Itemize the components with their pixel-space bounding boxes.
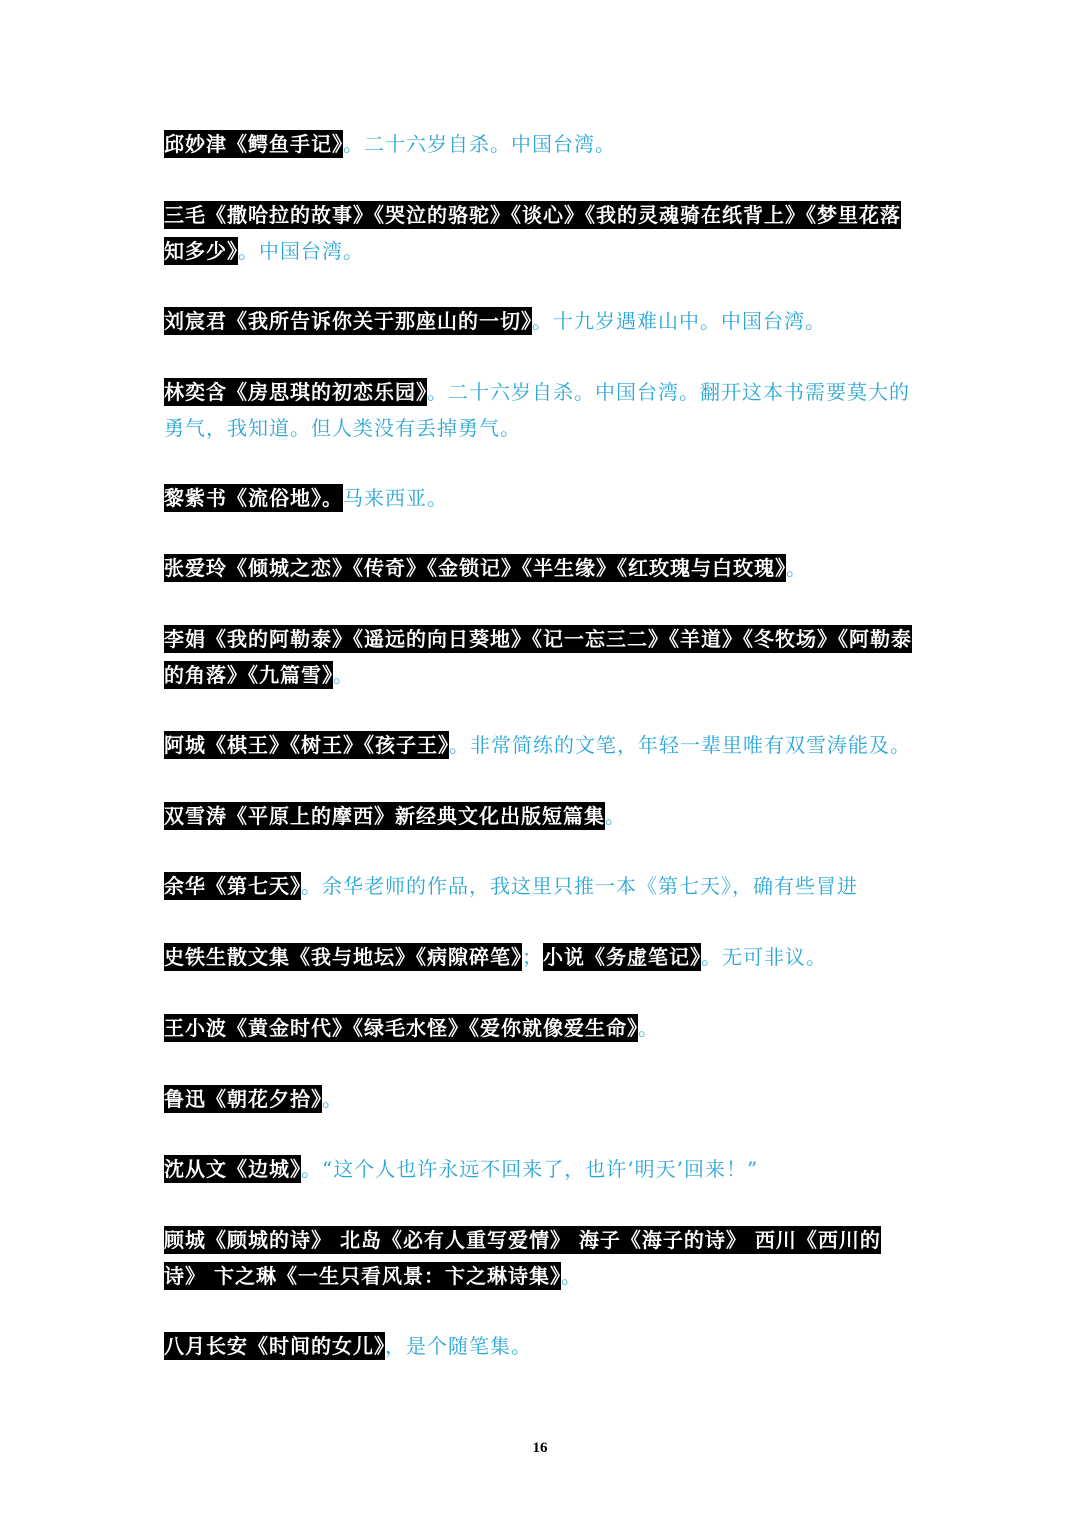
- book-title-highlight: 史铁生散文集《我与地坛》《病隙碎笔》: [164, 945, 522, 969]
- book-title-highlight: 邱妙津《鳄鱼手记》: [164, 132, 343, 156]
- book-title-highlight: 林奕含《房思琪的初恋乐园》: [164, 380, 427, 404]
- book-note: 。: [605, 804, 626, 828]
- book-note: 。: [786, 556, 807, 580]
- book-note: 。: [560, 1264, 582, 1288]
- book-note: 。十九岁遇难山中。中国台湾。: [532, 309, 826, 333]
- book-title-highlight-novel: 小说《务虚笔记》: [543, 945, 701, 969]
- book-note: 马来西亚。: [343, 486, 448, 510]
- book-entry-lu-xun: [164, 1081, 920, 1117]
- book-title-highlight: 张爱玲《倾城之恋》《传奇》《金锁记》《半生缘》《红玫瑰与白玫瑰》: [164, 556, 786, 580]
- book-entry-liu-chenjun: [164, 303, 920, 339]
- book-entry-zhang-ailing: [164, 550, 920, 586]
- book-title-highlight: 顾城《顾城的诗》 北岛《必有人重写爱情》 海子《海子的诗》 西川《西川的诗》 卞之琳《一生只看风景：卞之琳诗集》: [164, 1228, 881, 1288]
- book-note: ，是个随笔集。: [385, 1334, 532, 1358]
- book-entry-shuang-xuetao: [164, 798, 920, 834]
- book-note: 。非常简练的文笔，年轻一辈里唯有双雪涛能及。: [449, 733, 911, 757]
- book-title-highlight: 鲁迅《朝花夕拾》: [164, 1087, 322, 1111]
- book-entry-li-juan: [164, 621, 920, 693]
- book-title-highlight: 沈从文《边城》: [164, 1157, 301, 1181]
- book-note: 。余华老师的作品，我这里只推一本《第七天》，确有些冒进: [301, 874, 858, 898]
- book-note: 。无可非议。: [701, 945, 827, 969]
- book-title-highlight: 阿城《棋王》《树王》《孩子王》: [164, 733, 449, 757]
- book-note: ；: [522, 945, 543, 969]
- book-title-highlight: 黎紫书《流俗地》。: [164, 486, 343, 510]
- book-note: 。二十六岁自杀。中国台湾。: [343, 132, 616, 156]
- book-title-highlight: 余华《第七天》: [164, 874, 301, 898]
- book-entry-bayue-changan: [164, 1328, 920, 1364]
- book-note: 。二十六岁自杀。中国台湾。翻开这本书需要莫大的勇气，我知道。但人类没有丢掉勇气。: [164, 380, 910, 440]
- book-title-highlight: 双雪涛《平原上的摩西》新经典文化出版短篇集: [164, 804, 605, 828]
- book-entry-wang-xiaobo: [164, 1010, 920, 1046]
- book-entry-sanmao: [164, 197, 920, 269]
- book-note: 。: [322, 1087, 343, 1111]
- book-title-highlight: 刘宸君《我所告诉你关于那座山的一切》: [164, 309, 532, 333]
- book-entry-shen-congwen: [164, 1151, 920, 1187]
- book-entry-lin-yihan: [164, 374, 920, 446]
- book-entry-shi-tiesheng: [164, 939, 920, 975]
- book-entry-yu-hua: [164, 868, 920, 904]
- book-note: 。中国台湾。: [238, 239, 364, 263]
- book-entry-poets: [164, 1222, 920, 1294]
- book-note: 。: [638, 1016, 659, 1040]
- book-title-highlight: 王小波《黄金时代》《绿毛水怪》《爱你就像爱生命》: [164, 1016, 638, 1040]
- book-entry-li-zishu: [164, 480, 920, 516]
- book-note: 。“这个人也许永远不回来了，也许‘明天’回来！”: [301, 1157, 759, 1181]
- book-title-highlight: 八月长安《时间的女儿》: [164, 1334, 385, 1358]
- book-note: 。: [333, 663, 354, 687]
- book-title-highlight: 李娟《我的阿勒泰》《遥远的向日葵地》《记一忘三二》《羊道》《冬牧场》《阿勒泰的角落》《九篇雪》: [164, 627, 912, 687]
- page-number: 16: [532, 1440, 548, 1456]
- book-entry-a-cheng: [164, 727, 920, 763]
- book-title-highlight: 三毛《撒哈拉的故事》《哭泣的骆驼》《谈心》《我的灵魂骑在纸背上》《梦里花落知多少》: [164, 203, 901, 263]
- book-entry-qiu-miaojin: [164, 126, 920, 162]
